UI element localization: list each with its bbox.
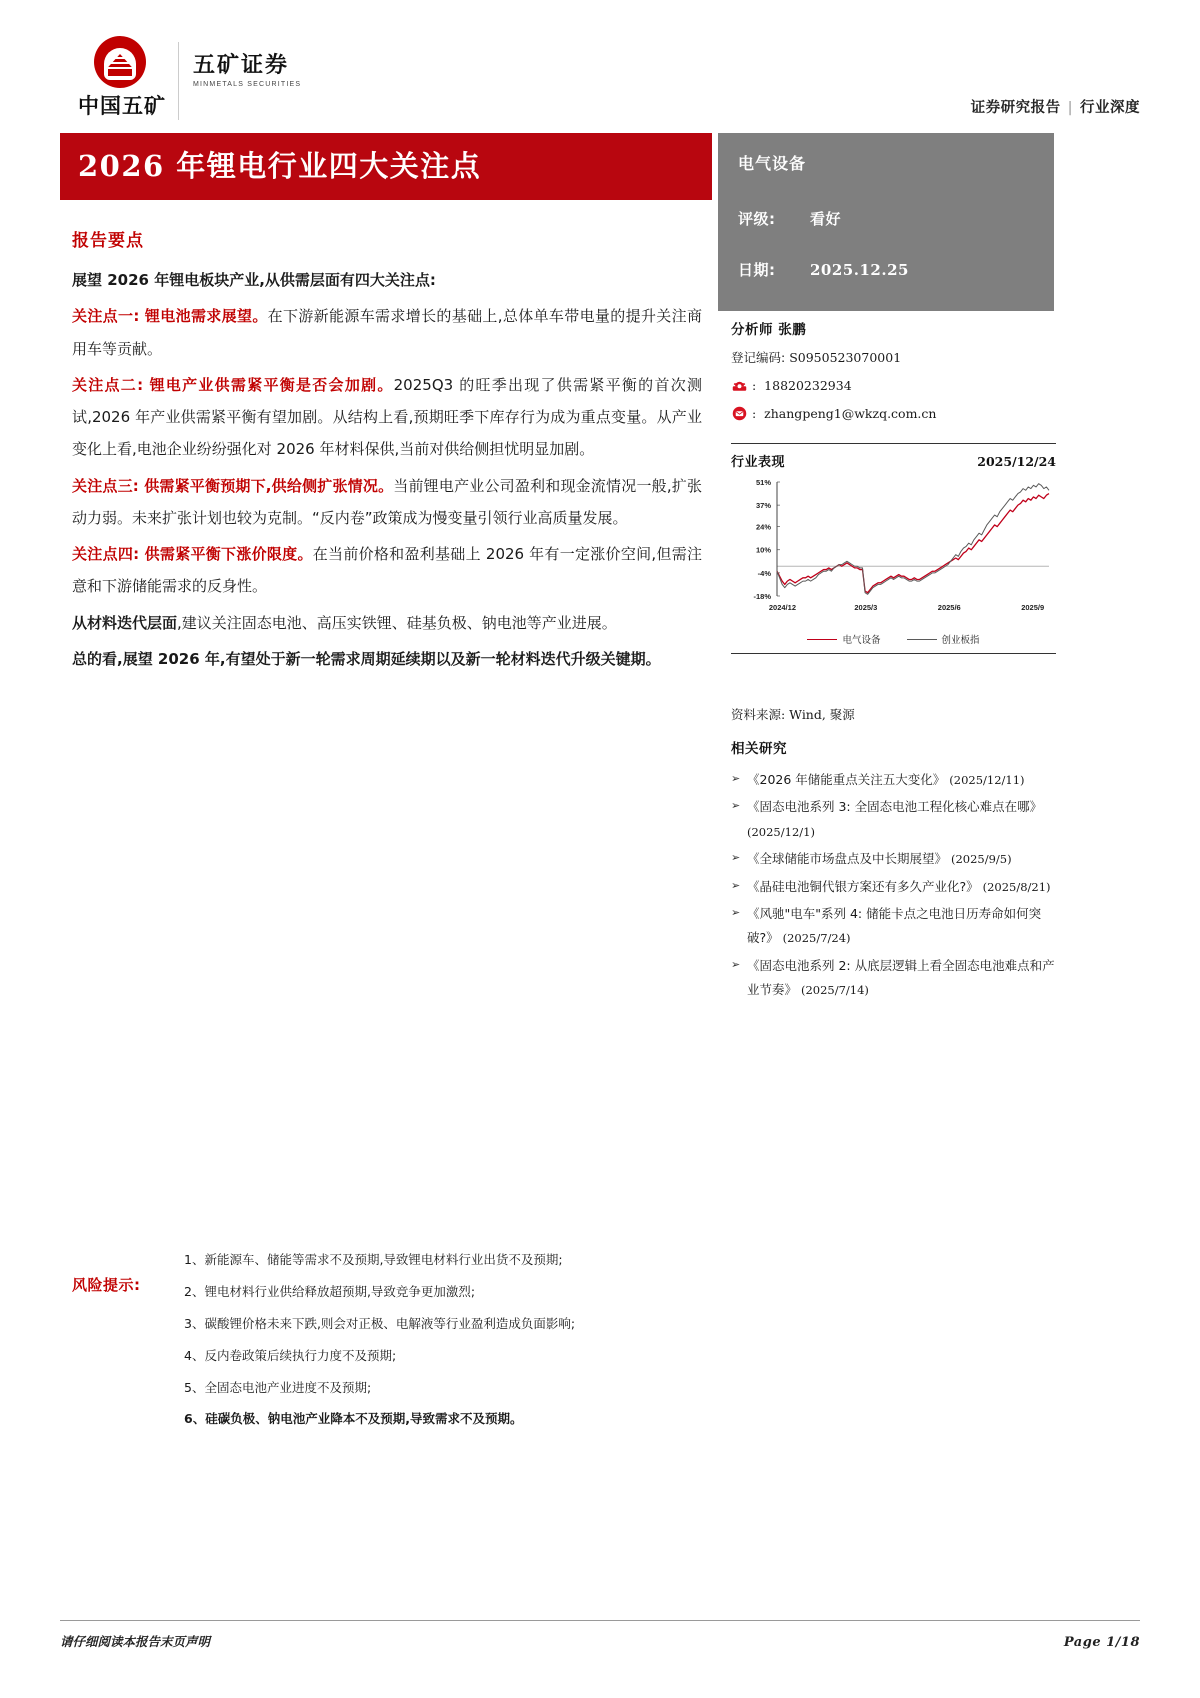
analyst-block <box>731 318 1056 433</box>
registration-value: S0950523070001 <box>789 349 902 365</box>
related-research-title: 相关研究 <box>731 741 787 757</box>
chart-xtick-label: 2025/9 <box>1021 603 1045 612</box>
chevron-right-icon: ➢ <box>731 878 741 892</box>
chevron-right-icon: ➢ <box>731 799 741 813</box>
related-research-list <box>731 768 1061 1002</box>
related-research-item-text: 《2026 年储能重点关注五大变化》 (2025/12/11) <box>747 772 1025 787</box>
date-row <box>738 259 1054 280</box>
highlights-intro: 展望 2026 年锂电板块产业,从供需层面有四大关注点: <box>72 271 436 289</box>
highlight-point-3 <box>72 470 702 535</box>
chart-xtick-label: 2024/12 <box>768 603 797 612</box>
legend-label-1: 创业板指 <box>941 635 980 646</box>
chart-plot-area <box>731 474 1056 624</box>
legend-item-1 <box>907 632 980 646</box>
kicker-separator: | <box>1067 100 1073 116</box>
risk-warning-item: 2、锂电材料行业供给释放超预期,导致竞争更加激烈; <box>184 1283 476 1299</box>
related-research-item-date: (2025/9/5) <box>950 852 1012 867</box>
report-highlights <box>72 226 702 679</box>
rating-label: 评级: <box>738 210 776 228</box>
highlight-point-lead-3: 关注点三: 供需紧平衡预期下,供给侧扩张情况。 <box>72 476 394 495</box>
legend-label-0: 电气设备 <box>842 635 881 646</box>
related-research-item-date: (2025/7/24) <box>782 931 851 946</box>
related-research-item-date: (2025/12/11) <box>949 773 1025 787</box>
chevron-right-icon: ➢ <box>731 957 741 971</box>
chart-ytick-label: 24% <box>755 522 771 532</box>
registration-label: 登记编码: <box>731 350 786 365</box>
securities-name-label: 五矿证券 <box>193 53 290 78</box>
chart-series-line-1 <box>777 484 1049 595</box>
related-research-item[interactable] <box>731 768 1061 792</box>
chevron-right-icon: ➢ <box>731 772 741 785</box>
related-research-item[interactable] <box>731 847 1061 871</box>
chart-ytick-label: -18% <box>753 592 771 601</box>
highlight-points <box>72 300 702 602</box>
highlight-point-body-4: 在当前价格和盈利基础上 2026 年有一定涨价空间,但需注意和下游储能需求的反身性。 <box>72 545 702 596</box>
chart-date: 2025/12/24 <box>977 454 1056 469</box>
related-research-item-text: 《固态电池系列 3: 全固态电池工程化核心难点在哪》 (2025/12/1) <box>747 799 1043 839</box>
material-iteration-paragraph <box>72 607 702 639</box>
securities-brand <box>193 36 301 88</box>
industry-label: 电气设备 <box>738 154 807 173</box>
email-icon <box>731 405 748 422</box>
highlight-point-1 <box>72 300 702 365</box>
related-research-item[interactable] <box>731 902 1061 951</box>
related-research-item[interactable] <box>731 795 1061 844</box>
analyst-registration-row <box>731 348 1056 366</box>
related-research-item[interactable] <box>731 954 1061 1003</box>
related-research-item-date: (2025/7/14) <box>800 983 869 997</box>
risk-warning-item: 1、新能源车、储能等需求不及预期,导致锂电材料行业出货不及预期; <box>184 1252 563 1267</box>
telephone-icon <box>731 377 748 394</box>
highlight-point-lead-4: 关注点四: 供需紧平衡下涨价限度。 <box>72 545 313 563</box>
date-value: 2025.12.25 <box>810 261 909 279</box>
analyst-phone-row: : 18820232934 <box>731 377 1056 394</box>
chart-bottom-rule <box>731 653 1056 654</box>
risk-warning-list <box>184 1244 772 1435</box>
footer-rule <box>60 1620 1140 1621</box>
industry-meta-box <box>718 133 1054 311</box>
legend-swatch-0 <box>807 639 837 640</box>
email-value: zhangpeng1@wkzq.com.cn <box>764 406 937 421</box>
pagoda-seal-icon <box>94 36 146 88</box>
risk-warning-label: 风险提示: <box>72 1276 141 1294</box>
highlight-point-lead-2: 关注点二: 锂电产业供需紧平衡是否会加剧。 <box>72 375 394 394</box>
risk-warning-item: 5、全固态电池产业进度不及预期; <box>184 1379 372 1395</box>
footer-page-number: Page 1/18 <box>1063 1635 1140 1650</box>
chevron-right-icon: ➢ <box>731 905 741 919</box>
chart-title: 行业表现 <box>731 455 786 470</box>
logo-divider <box>178 42 179 120</box>
industry-performance-chart <box>731 443 1056 654</box>
rating-row <box>738 208 1054 229</box>
highlight-point-lead-1: 关注点一: 锂电池需求展望。 <box>72 307 268 326</box>
related-research-item-text: 《固态电池系列 2: 从底层逻辑上看全固态电池难点和产业节奏》 (2025/7/14) <box>747 957 1055 997</box>
chart-ytick-label: 37% <box>755 501 771 511</box>
risk-warning-block <box>72 1244 772 1435</box>
highlight-point-2 <box>72 369 702 466</box>
group-name-label: 中国五矿 <box>78 94 166 118</box>
chart-xtick-label: 2025/3 <box>854 603 878 612</box>
chart-header <box>731 451 1056 470</box>
company-logo <box>78 36 301 120</box>
related-research-item-text: 《晶硅电池铜代银方案还有多久产业化?》 (2025/8/21) <box>747 878 1051 894</box>
title-banner <box>60 133 712 200</box>
risk-warning-item: 3、碳酸锂价格未来下跌,则会对正极、电解液等行业盈利造成负面影响; <box>184 1315 576 1331</box>
kicker-right-label: 行业深度 <box>1080 100 1140 116</box>
related-research-item-text: 《全球储能市场盘点及中长期展望》 (2025/9/5) <box>747 851 1012 867</box>
highlight-point-4 <box>72 538 702 603</box>
chart-series-line-0 <box>777 494 1049 593</box>
chart-source: 资料来源: Wind, 聚源 <box>731 707 855 722</box>
related-research-item[interactable] <box>731 875 1061 899</box>
minmetals-group-mark <box>78 36 166 120</box>
securities-name-en-label: MINMETALS SECURITIES <box>193 81 302 88</box>
highlight-point-body-1: 在下游新能源车需求增长的基础上,总体单车带电量的提升关注商用车等贡献。 <box>72 307 702 358</box>
report-kicker <box>971 96 1140 117</box>
chart-ytick-label: 10% <box>755 545 771 555</box>
related-research-item-text: 《风驰"电车"系列 4: 储能卡点之电池日历寿命如何突破?》 (2025/7/24) <box>747 905 1042 946</box>
footer-disclaimer: 请仔细阅读本报告末页声明 <box>60 1634 211 1649</box>
legend-item-0 <box>807 632 880 646</box>
chart-top-rule <box>731 443 1056 444</box>
chart-svg <box>731 474 1056 624</box>
phone-value: 18820232934 <box>764 378 852 393</box>
highlight-point-body-2: 2025Q3 的旺季出现了供需紧平衡的首次测试,2026 年产业供需紧平衡有望加剧。从结构上看,预期旺季下库存行为成为重点变量。从产业变化上看,电池企业纷纷强化对 2026 年材料保供,当前对供给侧担忧明显加剧。 <box>72 375 702 459</box>
legend-swatch-1 <box>907 639 937 640</box>
page-title: 2026 年锂电行业四大关注点 <box>78 149 482 183</box>
conclusion-paragraph: 总的看,展望 2026 年,有望处于新一轮需求周期延续期以及新一轮材料迭代升级关键期。 <box>72 649 661 668</box>
analyst-name: 分析师 张鹏 <box>731 322 807 338</box>
material-iteration-body: ,建议关注固态电池、高压实铁锂、硅基负极、钠电池等产业进展。 <box>177 613 617 632</box>
related-research-item-date: (2025/8/21) <box>982 879 1051 894</box>
risk-warning-item: 6、硅碳负极、钠电池产业降本不及预期,导致需求不及预期。 <box>184 1411 523 1427</box>
highlights-heading: 报告要点 <box>72 231 144 251</box>
kicker-left-label: 证券研究报告 <box>970 100 1061 116</box>
risk-warning-item: 4、反内卷政策后续执行力度不及预期; <box>184 1347 397 1363</box>
material-iteration-lead: 从材料迭代层面 <box>72 613 178 632</box>
rating-value: 看好 <box>810 210 842 228</box>
chart-ytick-label: -4% <box>757 568 771 578</box>
analyst-email-row: : zhangpeng1@wkzq.com.cn <box>731 405 1056 422</box>
related-research-item-date: (2025/12/1) <box>747 824 815 839</box>
chevron-right-icon: ➢ <box>731 851 741 865</box>
page-footer <box>60 1632 1140 1650</box>
highlight-point-body-3: 当前锂电产业公司盈利和现金流情况一般,扩张动力弱。未来扩张计划也较为克制。“反内卷”政策成为慢变量引领行业高质量发展。 <box>72 476 703 527</box>
chart-xtick-label: 2025/6 <box>937 603 961 612</box>
chart-legend <box>731 632 1056 646</box>
related-research <box>731 737 1061 1005</box>
date-label: 日期: <box>738 261 776 279</box>
chart-ytick-label: 51% <box>755 478 771 487</box>
